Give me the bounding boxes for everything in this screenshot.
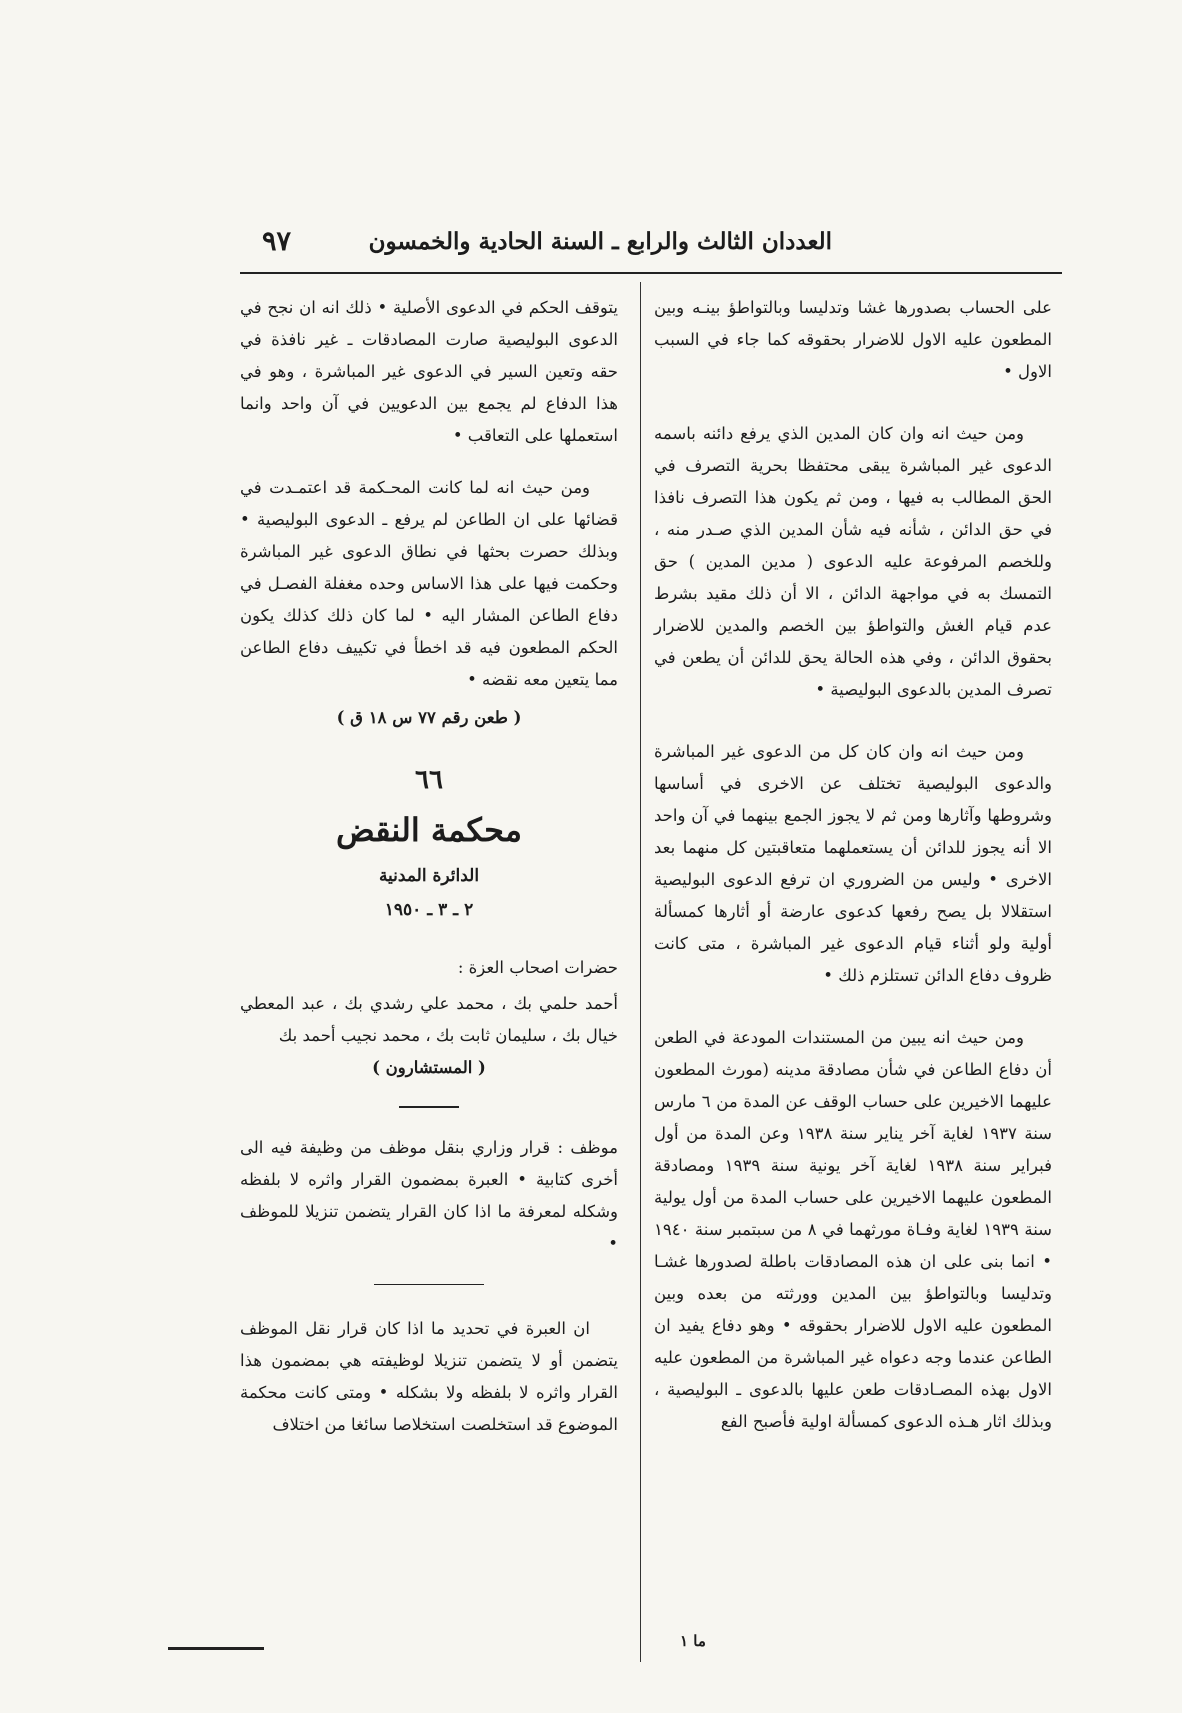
- headnote: موظف : قرار وزاري بنقل موظف من وظيفة فيه الى أخرى كتابية • العبرة بمضمون القرار واثره لا بلفظه وشكله لمعرفة ما اذا كان القرار يتضمن تنزيلا للموظف •: [240, 1138, 618, 1253]
- column-divider: [640, 282, 641, 1662]
- running-title: العددان الثالث والرابع ـ السنة الحادية والخمسون: [368, 228, 832, 255]
- present-label: حضرات اصحاب العزة :: [457, 958, 618, 977]
- paragraph: ومن حيث انه لما كانت المحـكمة قد اعتمـدت في قضائها على ان الطاعن لم يرفع ـ الدعوى البوليصية • وبذلك حصرت بحثها في نطاق الدعوى غير المباشرة وحكمت فيها على هذا الاساس وحده مغفلة الفصـل في دفاع الطاعن المشار اليه • لما كان ذلك كذلك يكون الحكم المطعون فيه قد اخطأ في تكييف دفاع الطاعن مما يتعين معه نقضه •: [240, 478, 618, 689]
- footer-rule: [168, 1647, 264, 1650]
- paragraph: ومن حيث انه وان كان كل من الدعوى غير المباشرة والدعوى البوليصية تختلف عن الاخرى في أساسها وشروطها وآثارها ومن ثم لا يجوز الجمع بينهما في آن واحد الا أنه يجوز للدائن أن يستعملهما متعاقبتين كل منهما بعد الاخرى • وليس من الضروري ان ترفع الدعوى البوليصية استقلالا بل يصح رفعها كدعوى عارضة أو أثارها كمسألة أولية ولو أثناء قيام الدعوى غير المباشرة ، متى كانت ظروف دفاع الدائن تستلزم ذلك •: [654, 742, 1052, 985]
- paragraph: على الحساب بصدورها غشا وتدليسا وبالتواطؤ بينـه وبين المطعون عليه الاول للاضرار بحقوقه كما جاء في السبب الاول •: [654, 298, 1052, 381]
- paragraph: ان العبرة في تحديد ما اذا كان قرار نقل الموظف يتضمن أو لا يتضمن تنزيلا لوظيفته هي بمضمون هذا القرار واثره لا بلفظه ولا بشكله • ومتى كانت محكمة الموضوع قد استخلصت استخلاصا سائغا من اختلاف: [240, 1319, 618, 1434]
- left-column: [240, 292, 618, 1441]
- paragraph: يتوقف الحكم في الدعوى الأصلية • ذلك انه ان نجح في الدعوى البوليصية صارت المصادقات ـ غير نافذة في حقه وتعين السير في الدعوى غير المباشرة ، وهو في هذا الدفاع لم يجمع بين الدعويين في آن واحد وانما استعملها على التعاقب •: [240, 298, 618, 445]
- judges-list: أحمد حلمي بك ، محمد علي رشدي بك ، عبد المعطي خيال بك ، سليمان ثابت بك ، محمد نجيب أحمد بك: [240, 994, 618, 1045]
- section-rule: [399, 1106, 459, 1108]
- paragraph: ومن حيث انه وان كان المدين الذي يرفع دائنه باسمه الدعوى غير المباشرة يبقى محتفظا بحرية التصرف في الحق المطالب به فيها ، ومن ثم يكون هذا التصرف نافذا في حق الدائن ، شأنه فيه شأن المدين الذي صـدر منه ، وللخصم المرفوعة عليه الدعوى ( مدين المدين ) حق التمسك به في مواجهة الدائن ، الا أن ذلك مقيد بشرط عدم قيام الغش والتواطؤ بين الخصم والمدين للاضرار بحقوق الدائن ، وفي هذه الحالة يحق للدائن أن يطعن في تصرف المدين بالدعوى البوليصية •: [654, 424, 1052, 699]
- case-citation: ( طعن رقم ٧٧ س ١٨ ق ): [336, 708, 522, 727]
- court-name: محكمة النقض: [336, 811, 522, 849]
- judgment-date: ٢ ـ ٣ ـ ١٩٥٠: [384, 900, 474, 920]
- header-rule: [240, 272, 1062, 274]
- paragraph: ومن حيث انه يبين من المستندات المودعة في الطعن أن دفاع الطاعن في شأن مصادقة مدينه (مورث المطعون عليهما الاخيرين على حساب الوقف عن المدة من ٦ مارس سنة ١٩٣٧ لغاية آخر يناير سنة ١٩٣٨ وعن المدة من أول فبراير سنة ١٩٣٨ لغاية آخر يونية سنة ١٩٣٩ ومصادقة المطعون عليهما الاخيرين على حساب المدة من أول يولية سنة ١٩٣٩ لغاية وفـاة مورثهما في ٨ من سبتمبر سنة ١٩٤٠ • انما بنى على ان هذه المصادقات باطلة لصدورها غشـا وتدليسا وبالتواطؤ بين المدين وورثته من بعده وبين المطعون عليه الاول للاضرار بحقوقه • وهو دفاع يفيد ان الطاعن عندما وجه دعواه غير المباشرة من المطعون عليه الاول بهذه المصـادقات طعن عليها بالدعوى ـ البوليصية ، وبذلك اثار هـذه الدعوى كمسألة اولية فأصبح الفع: [654, 1028, 1052, 1431]
- page-number: ٩٧: [262, 226, 292, 257]
- court-circuit: الدائرة المدنية: [378, 866, 480, 886]
- case-number: ٦٦: [415, 765, 443, 795]
- page-header: [240, 226, 1062, 262]
- section-rule: [374, 1284, 484, 1285]
- right-column: [654, 292, 1052, 1438]
- footer-signature: ما ١: [680, 1632, 706, 1650]
- judges-role: ( المستشارون ): [372, 1058, 486, 1077]
